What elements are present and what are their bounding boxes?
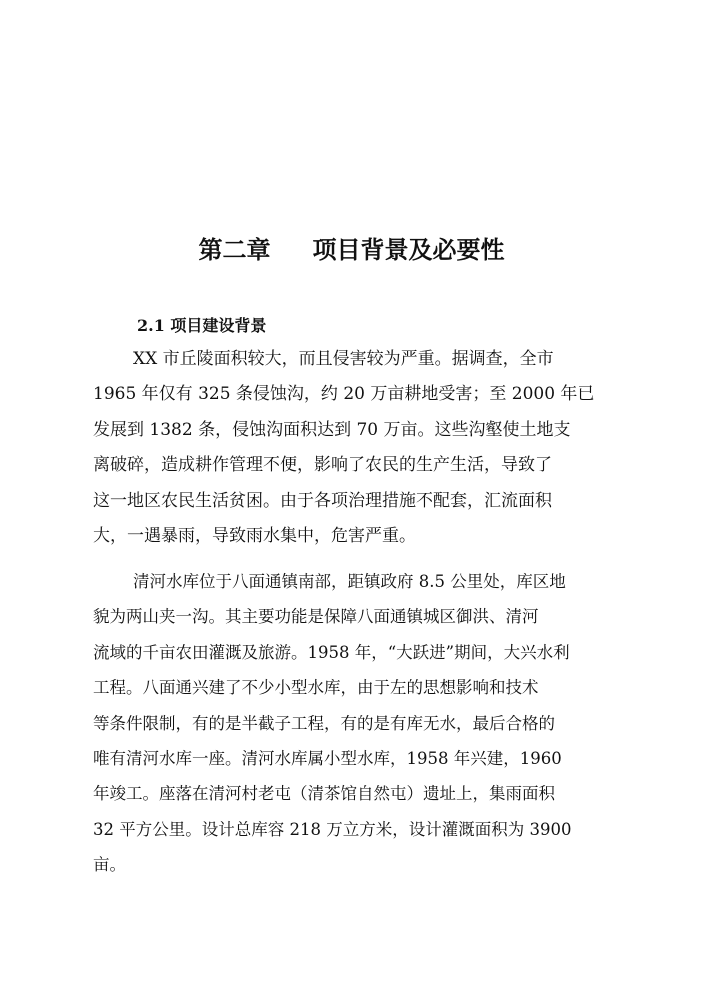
paragraph-reservoir-background [93,564,609,883]
chapter-number: 第二章 [198,235,271,264]
paragraph-line: 工程。八面通兴建了不少小型水库，由于左的思想影响和技术 [93,678,539,698]
paragraph-line: XX 市丘陵面积较大，而且侵害较为严重。据调查，全市 [133,349,554,369]
paragraph-line: 清河水库位于八面通镇南部，距镇政府 8.5 公里处，库区地 [133,572,566,591]
chapter-name: 项目背景及必要性 [312,235,505,264]
paragraph-line: 唯有清河水库一座。清河水库属小型水库，1958 年兴建，1960 [93,748,562,768]
chapter-title [0,232,703,268]
paragraph-line: 等条件限制，有的是半截子工程，有的是有库无水，最后合格的 [93,713,555,733]
paragraph-erosion-background [93,342,609,554]
paragraph-line: 年竣工。座落在清河村老屯（清茶馆自然屯）遗址上，集雨面积 [93,784,555,804]
paragraph-line: 32 平方公里。设计总库容 218 万立方米，设计灌溉面积为 3900 [93,819,572,839]
paragraph-line: 亩。 [93,855,126,875]
paragraph-line: 离破碎，造成耕作管理不便，影响了农民的生产生活，导致了 [93,455,552,476]
paragraph-line: 这一地区农民生活贫困。由于各项治理措施不配套，汇流面积 [93,490,552,511]
paragraph-line: 大，一遇暴雨，导致雨水集中，危害严重。 [93,525,416,546]
paragraph-line: 流域的千亩农田灌溉及旅游。1958 年，“大跃进”期间，大兴水利 [93,642,570,662]
paragraph-line: 貌为两山夹一沟。其主要功能是保障八面通镇城区御洪、清河 [93,607,539,627]
paragraph-line: 发展到 1382 条，侵蚀沟面积达到 70 万亩。这些沟壑使土地支 [93,419,571,440]
section-heading: 2.1 项目建设背景 [137,316,267,335]
paragraph-line: 1965 年仅有 325 条侵蚀沟，约 20 万亩耕地受害；至 2000 年已 [93,384,595,405]
